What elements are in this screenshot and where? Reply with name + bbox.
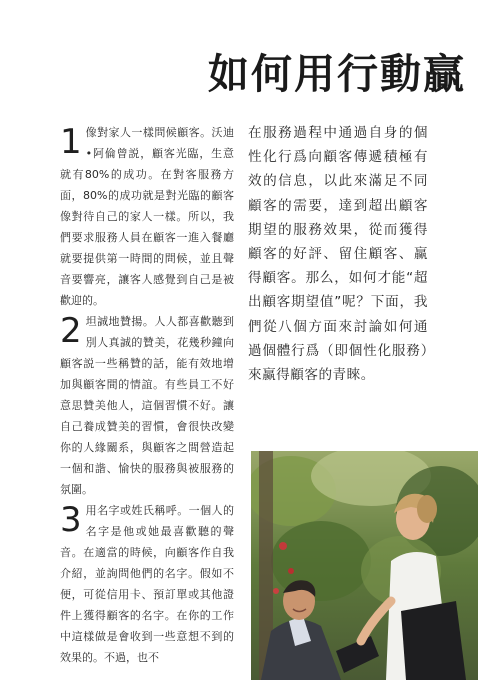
point-1 [60,122,234,311]
point-2 [60,311,234,500]
point-2-number: 2 [60,311,82,351]
point-3-text: 用名字或姓氏稱呼。一個人的名字是他或她最喜歡聽的聲音。在適當的時候，向顧客作自我介紹，並詢問他們的名字。假如不便，可從信用卡、預訂單或其他證件上獲得顧客的名字。在你的工作中這樣做是會收到一些意想不到的效果的。不過，也不 [60,504,234,664]
left-column [60,122,234,668]
point-1-text: 像對家人一樣問候顧客。沃迪•阿倫曾説，顧客光臨，生意就有80%的成功。在對客服務方面，80%的成功就是對光臨的顧客像對待自己的家人一樣。所以，我們要求服務人員在顧客一進入餐廳就要提供第一時間的問候，並且聲音要響亮，讓客人感覺到自己是被歡迎的。 [60,126,234,307]
service-photo [251,451,478,680]
point-1-number: 1 [60,122,82,162]
article-title: 如何用行動贏 [208,50,466,98]
waitress-serving-guest-illustration [251,451,478,680]
point-3-number: 3 [60,500,82,540]
point-2-text: 坦誠地贊揚。人人都喜歡聽到別人真誠的贊美，花幾秒鐘向顧客説一些稱贊的話，能有效地增加與顧客間的情誼。有些員工不好意思贊美他人，這個習慣不好。讓自己養成贊美的習慣，會很快改變你的人緣關系，與顧客之間營造起一個和諧、愉快的服務與被服務的氛圍。 [60,315,234,496]
intro-paragraph: 在服務過程中通過自身的個性化行爲向顧客傳遞積極有效的信息，以此來滿足不同顧客的需要，達到超出顧客期望的服務效果，從而獲得顧客的好評、留住顧客、赢得顧客。那么，如何才能“超出顧客期望值”呢？下面，我們從八個方面來討論如何通過個體行爲（即個性化服務）來赢得顧客的青睞。 [248,125,428,384]
point-3 [60,500,234,668]
